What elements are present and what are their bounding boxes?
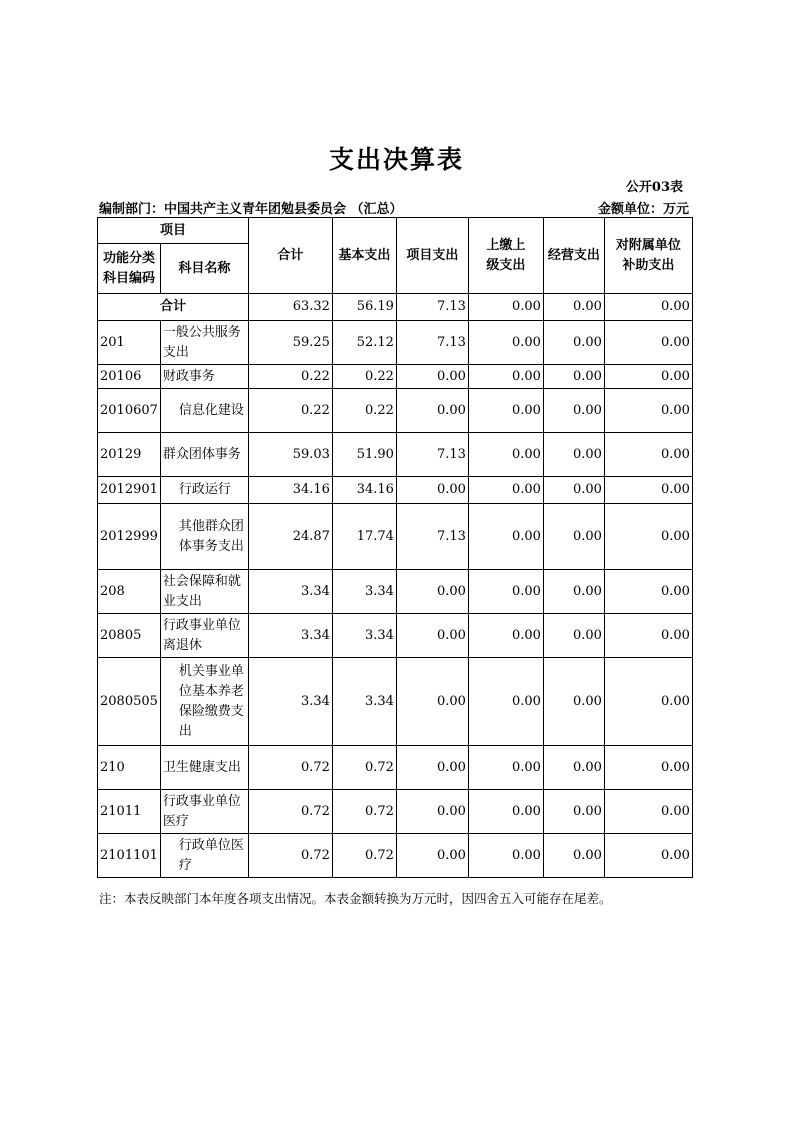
amount-total: 24.87 (248, 504, 332, 570)
amount-upper: 0.00 (468, 389, 543, 433)
amount-business: 0.00 (543, 570, 604, 614)
amount-basic: 0.22 (332, 365, 396, 389)
amount-proj: 0.00 (396, 389, 468, 433)
sum-business: 0.00 (543, 294, 604, 321)
amount-subsidy: 0.00 (604, 790, 692, 834)
amount-upper: 0.00 (468, 477, 543, 504)
amount-subsidy: 0.00 (604, 834, 692, 878)
subject-name: 一般公共服务支出 (160, 321, 248, 365)
amount-basic: 52.12 (332, 321, 396, 365)
header-project: 项目 (98, 218, 249, 244)
sum-subsidy: 0.00 (604, 294, 692, 321)
table-row (98, 389, 693, 433)
amount-unit: 金额单位：万元 (597, 202, 689, 217)
amount-total: 0.22 (248, 389, 332, 433)
amount-proj: 0.00 (396, 834, 468, 878)
table-row (98, 570, 693, 614)
subject-code: 20129 (98, 433, 161, 477)
amount-upper: 0.00 (468, 504, 543, 570)
amount-proj: 7.13 (396, 504, 468, 570)
amount-basic: 3.34 (332, 658, 396, 746)
header-name: 科目名称 (160, 244, 248, 294)
sum-basic: 56.19 (332, 294, 396, 321)
subject-name: 机关事业单位基本养老保险缴费支出 (160, 658, 248, 746)
amount-upper: 0.00 (468, 614, 543, 658)
amount-upper: 0.00 (468, 433, 543, 477)
amount-business: 0.00 (543, 504, 604, 570)
amount-total: 3.34 (248, 658, 332, 746)
table-row (98, 614, 693, 658)
amount-subsidy: 0.00 (604, 746, 692, 790)
subject-code: 2080505 (98, 658, 161, 746)
amount-upper: 0.00 (468, 658, 543, 746)
amount-business: 0.00 (543, 389, 604, 433)
amount-proj: 0.00 (396, 365, 468, 389)
amount-upper: 0.00 (468, 746, 543, 790)
header-basic: 基本支出 (332, 218, 396, 294)
amount-subsidy: 0.00 (604, 658, 692, 746)
table-row (98, 321, 693, 365)
amount-total: 3.34 (248, 614, 332, 658)
amount-basic: 0.72 (332, 834, 396, 878)
amount-upper: 0.00 (468, 570, 543, 614)
amount-basic: 0.72 (332, 746, 396, 790)
amount-total: 0.72 (248, 834, 332, 878)
amount-total: 0.72 (248, 790, 332, 834)
amount-business: 0.00 (543, 658, 604, 746)
amount-business: 0.00 (543, 433, 604, 477)
header-code: 功能分类科目编码 (98, 244, 161, 294)
amount-total: 59.25 (248, 321, 332, 365)
amount-business: 0.00 (543, 614, 604, 658)
amount-subsidy: 0.00 (604, 614, 692, 658)
subject-name: 行政运行 (160, 477, 248, 504)
subject-name: 行政单位医疗 (160, 834, 248, 878)
subject-code: 201 (98, 321, 161, 365)
subject-code: 210 (98, 746, 161, 790)
subject-name: 卫生健康支出 (160, 746, 248, 790)
amount-upper: 0.00 (468, 365, 543, 389)
sum-project: 7.13 (396, 294, 468, 321)
amount-business: 0.00 (543, 746, 604, 790)
amount-subsidy: 0.00 (604, 477, 692, 504)
table-row (98, 746, 693, 790)
header-upper: 上缴上级支出 (468, 218, 543, 294)
amount-basic: 34.16 (332, 477, 396, 504)
subject-code: 2012999 (98, 504, 161, 570)
subject-name: 财政事务 (160, 365, 248, 389)
page-title: 支出决算表 (328, 145, 464, 174)
amount-proj: 0.00 (396, 746, 468, 790)
amount-proj: 0.00 (396, 570, 468, 614)
amount-proj: 0.00 (396, 790, 468, 834)
amount-proj: 0.00 (396, 614, 468, 658)
sum-label: 合计 (98, 294, 249, 321)
table-row (98, 790, 693, 834)
form-number: 公开03表 (625, 180, 683, 195)
amount-basic: 0.22 (332, 389, 396, 433)
subject-code: 208 (98, 570, 161, 614)
amount-basic: 3.34 (332, 570, 396, 614)
sum-total: 63.32 (248, 294, 332, 321)
subject-code: 2101101 (98, 834, 161, 878)
table-row (98, 504, 693, 570)
amount-subsidy: 0.00 (604, 570, 692, 614)
amount-business: 0.00 (543, 365, 604, 389)
table-row (98, 365, 693, 389)
header-business: 经营支出 (543, 218, 604, 294)
amount-proj: 7.13 (396, 321, 468, 365)
amount-subsidy: 0.00 (604, 433, 692, 477)
subject-code: 2012901 (98, 477, 161, 504)
amount-basic: 3.34 (332, 614, 396, 658)
subject-name: 社会保障和就业支出 (160, 570, 248, 614)
header-subsidy: 对附属单位补助支出 (604, 218, 692, 294)
amount-proj: 7.13 (396, 433, 468, 477)
amount-upper: 0.00 (468, 790, 543, 834)
amount-basic: 17.74 (332, 504, 396, 570)
amount-basic: 0.72 (332, 790, 396, 834)
header-total: 合计 (248, 218, 332, 294)
amount-total: 59.03 (248, 433, 332, 477)
sum-upper: 0.00 (468, 294, 543, 321)
amount-subsidy: 0.00 (604, 365, 692, 389)
amount-upper: 0.00 (468, 321, 543, 365)
amount-business: 0.00 (543, 321, 604, 365)
amount-total: 3.34 (248, 570, 332, 614)
subject-name: 信息化建设 (160, 389, 248, 433)
header-project-expense: 项目支出 (396, 218, 468, 294)
subject-name: 行政事业单位离退休 (160, 614, 248, 658)
footnote: 注：本表反映部门本年度各项支出情况。本表金额转换为万元时，因四舍五入可能存在尾差。 (99, 891, 612, 906)
department-label: 编制部门：中国共产主义青年团勉县委员会 （汇总） (99, 202, 403, 217)
amount-proj: 0.00 (396, 658, 468, 746)
amount-business: 0.00 (543, 834, 604, 878)
amount-upper: 0.00 (468, 834, 543, 878)
amount-proj: 0.00 (396, 477, 468, 504)
amount-subsidy: 0.00 (604, 504, 692, 570)
amount-total: 0.22 (248, 365, 332, 389)
table-row (98, 834, 693, 878)
amount-basic: 51.90 (332, 433, 396, 477)
subject-code: 2010607 (98, 389, 161, 433)
subject-name: 其他群众团体事务支出 (160, 504, 248, 570)
table-row (98, 433, 693, 477)
amount-total: 34.16 (248, 477, 332, 504)
subject-name: 行政事业单位医疗 (160, 790, 248, 834)
amount-subsidy: 0.00 (604, 321, 692, 365)
subject-code: 20805 (98, 614, 161, 658)
table-row (98, 658, 693, 746)
amount-total: 0.72 (248, 746, 332, 790)
subject-name: 群众团体事务 (160, 433, 248, 477)
table-row (98, 477, 693, 504)
subject-code: 21011 (98, 790, 161, 834)
amount-business: 0.00 (543, 477, 604, 504)
expenditure-table (97, 217, 693, 878)
subject-code: 20106 (98, 365, 161, 389)
amount-business: 0.00 (543, 790, 604, 834)
amount-subsidy: 0.00 (604, 389, 692, 433)
